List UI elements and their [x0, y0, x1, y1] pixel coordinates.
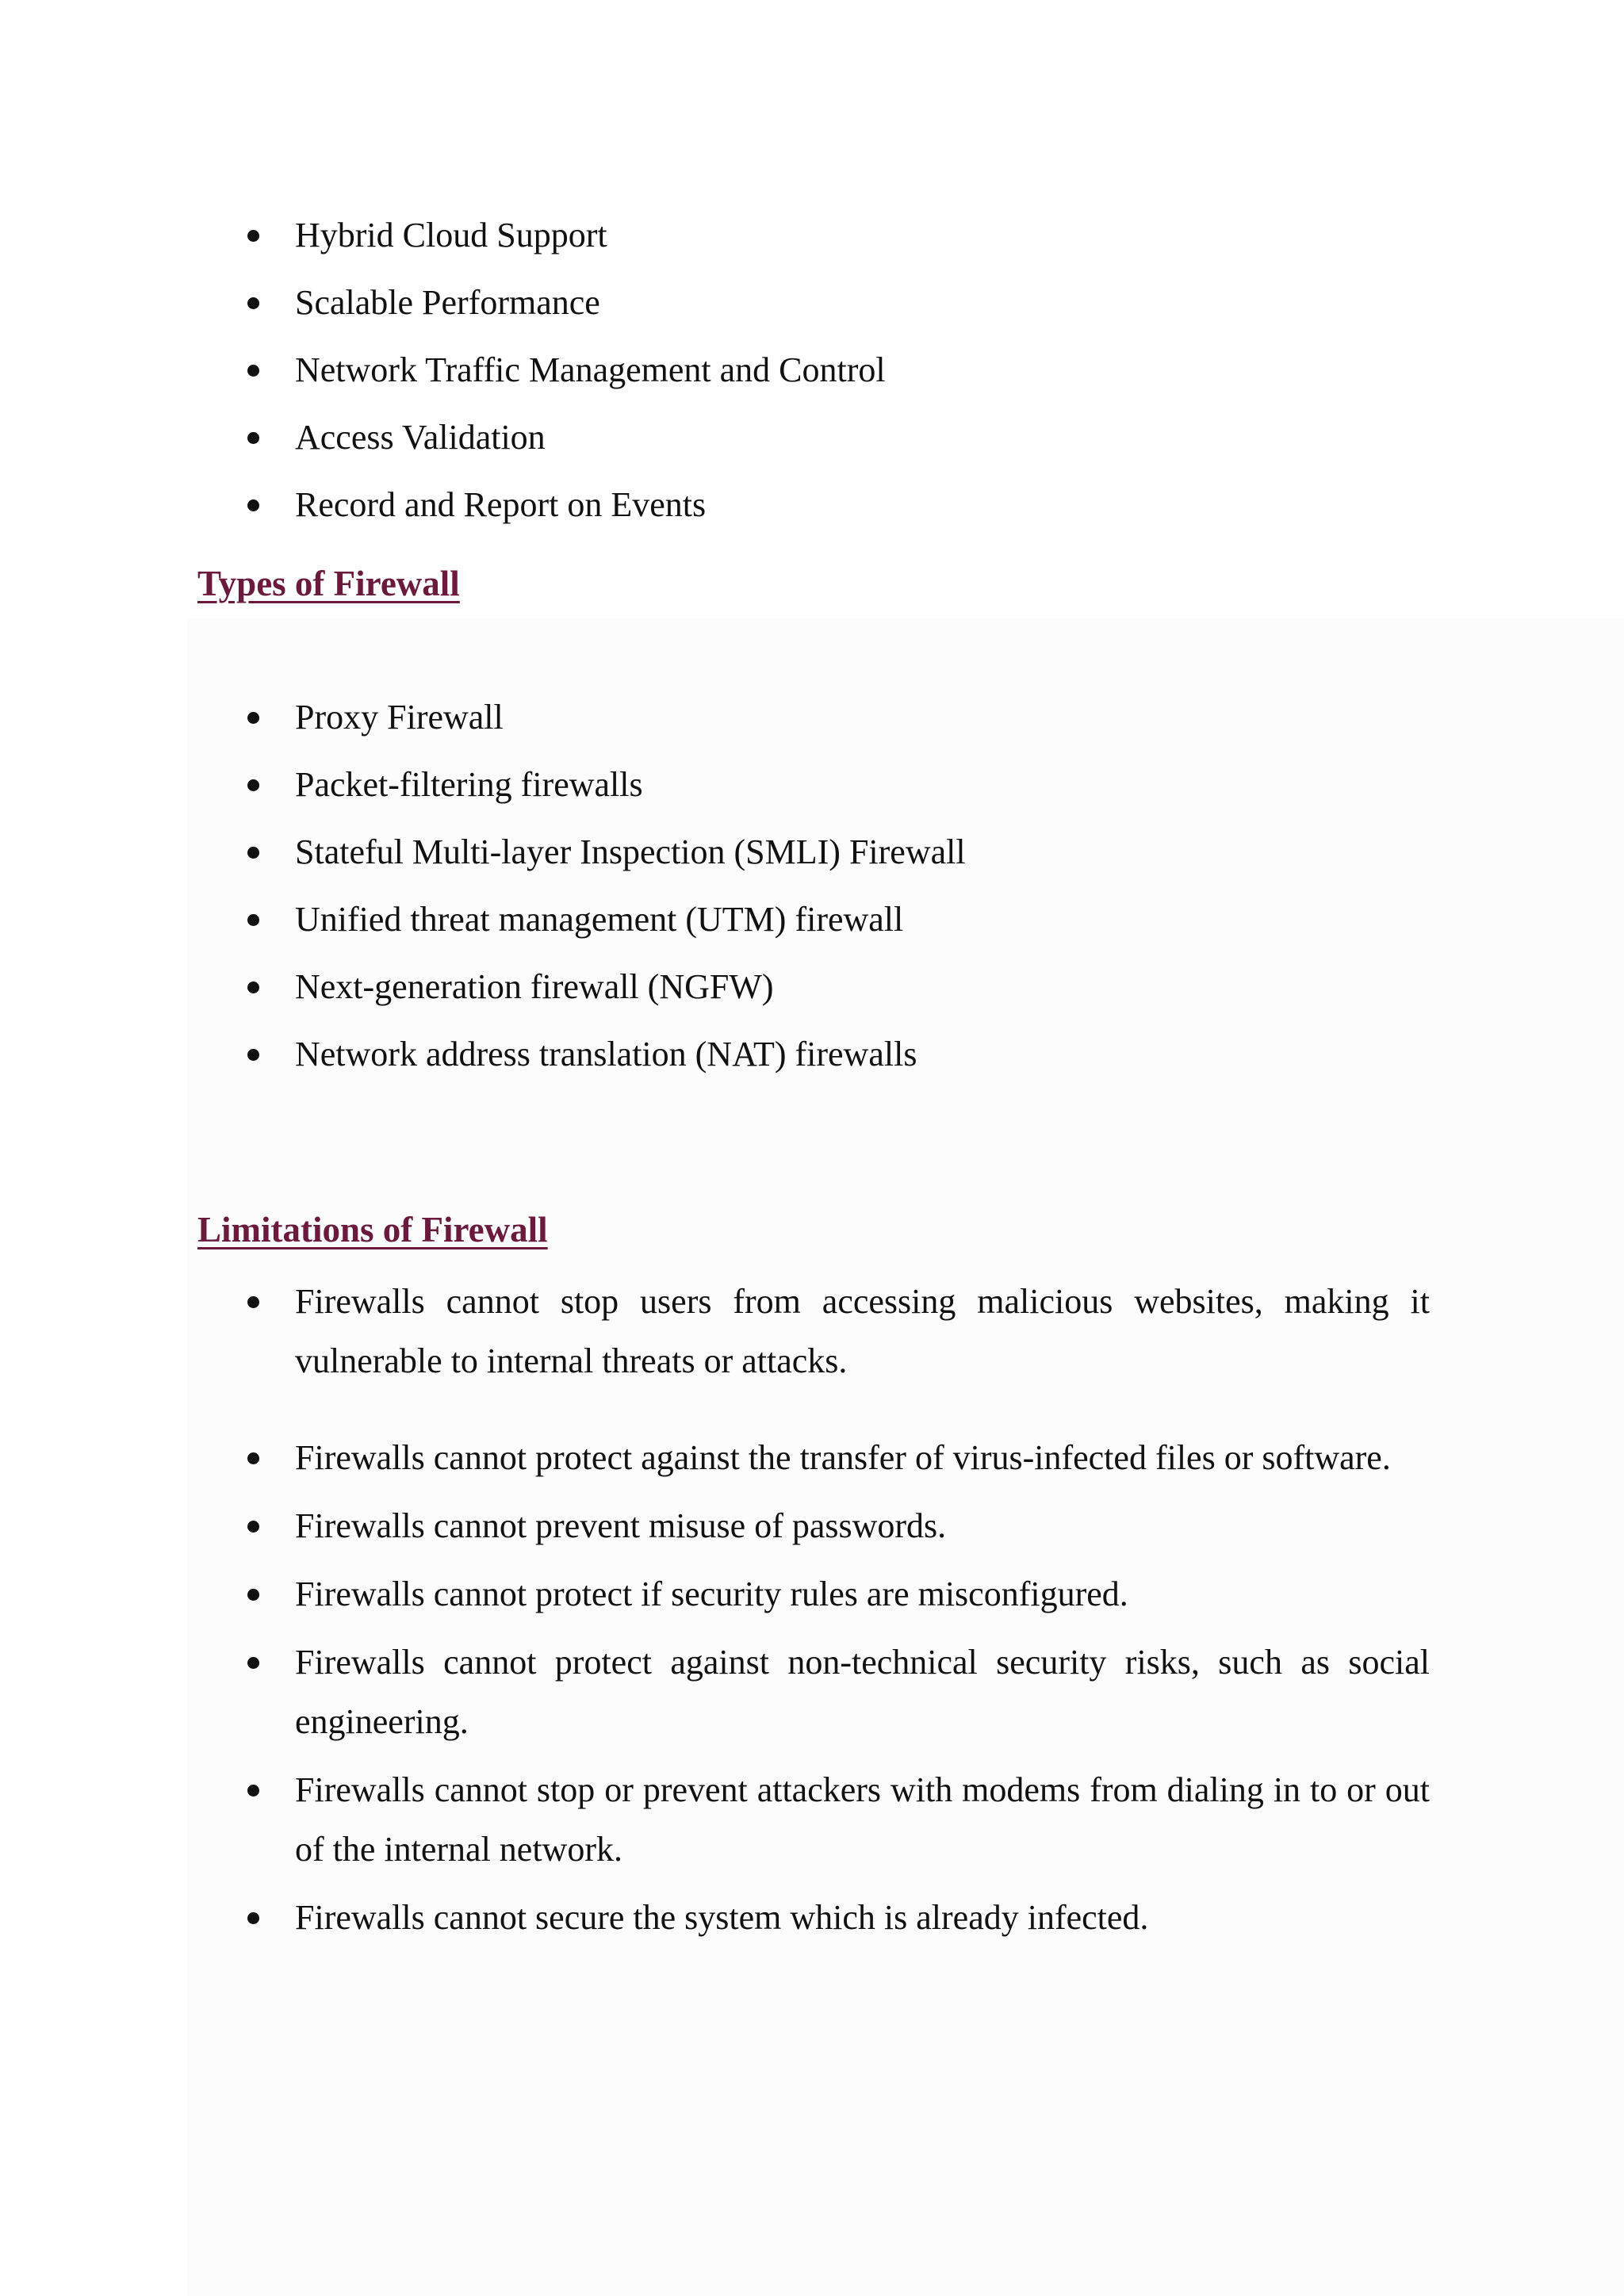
bullet-icon: [247, 1452, 259, 1464]
list-item: [0, 201, 886, 269]
list-item: [0, 683, 966, 751]
list-item: [0, 404, 886, 471]
list-item-text: Hybrid Cloud Support: [295, 216, 607, 254]
bullet-icon: [247, 1296, 259, 1308]
list-item-text: Firewalls cannot protect against non-technical security risks, such as social engineering.: [295, 1643, 1430, 1741]
list-item: [0, 336, 886, 404]
features-list: [0, 201, 886, 538]
list-item-text: Unified threat management (UTM) firewall: [295, 900, 904, 939]
bullet-icon: [247, 847, 259, 859]
limitations-heading: Limitations of Firewall: [197, 1210, 548, 1249]
list-item: [0, 953, 966, 1020]
bullet-icon: [247, 914, 259, 926]
bullet-icon: [247, 432, 259, 444]
bullet-icon: [247, 779, 259, 791]
list-item-text: Firewalls cannot protect if security rules are misconfigured.: [295, 1575, 1128, 1613]
list-item-text: Next-generation firewall (NGFW): [295, 967, 774, 1006]
list-item: [0, 1496, 1430, 1556]
list-item: [0, 1760, 1430, 1879]
limitations-list: [0, 1272, 1430, 1947]
list-item-text: Proxy Firewall: [295, 698, 504, 737]
list-item-text: Access Validation: [295, 418, 546, 457]
list-item: [0, 471, 886, 538]
bullet-icon: [247, 365, 259, 377]
list-item: [0, 269, 886, 336]
list-item-text: Scalable Performance: [295, 283, 600, 322]
list-item: [0, 751, 966, 818]
list-item-text: Firewalls cannot stop users from accessing malicious websites, making it vulnerable to internal threats or attacks.: [295, 1282, 1430, 1380]
list-item: [0, 886, 966, 953]
bullet-icon: [247, 1589, 259, 1601]
list-item: [0, 1020, 966, 1088]
list-item: [0, 1428, 1430, 1487]
bullet-icon: [247, 712, 259, 724]
bullet-icon: [247, 499, 259, 511]
bullet-icon: [247, 1049, 259, 1061]
list-item: [0, 1272, 1430, 1391]
bullet-icon: [247, 1912, 259, 1924]
list-item-text: Firewalls cannot secure the system which is already infected.: [295, 1898, 1149, 1937]
bullet-icon: [247, 230, 259, 242]
types-heading: Types of Firewall: [197, 564, 460, 603]
bullet-icon: [247, 1521, 259, 1533]
list-item-text: Firewalls cannot stop or prevent attackers with modems from dialing in to or out of the internal network.: [295, 1770, 1430, 1869]
list-item-text: Record and Report on Events: [295, 485, 707, 524]
list-item: [0, 1632, 1430, 1751]
bullet-icon: [247, 1785, 259, 1797]
list-item: [0, 1888, 1430, 1947]
bullet-icon: [247, 297, 259, 309]
list-item-text: Firewalls cannot protect against the transfer of virus-infected files or software.: [295, 1438, 1391, 1477]
list-item-text: Network Traffic Management and Control: [295, 350, 886, 389]
list-item: [0, 1564, 1430, 1624]
list-item-text: Stateful Multi-layer Inspection (SMLI) Firewall: [295, 832, 966, 871]
list-item-text: Packet-filtering firewalls: [295, 765, 643, 804]
list-item: [0, 818, 966, 886]
bullet-icon: [247, 1657, 259, 1669]
list-item-text: Network address translation (NAT) firewalls: [295, 1035, 917, 1073]
bullet-icon: [247, 982, 259, 993]
list-item-text: Firewalls cannot prevent misuse of passwords.: [295, 1506, 947, 1545]
types-list: [0, 683, 966, 1088]
